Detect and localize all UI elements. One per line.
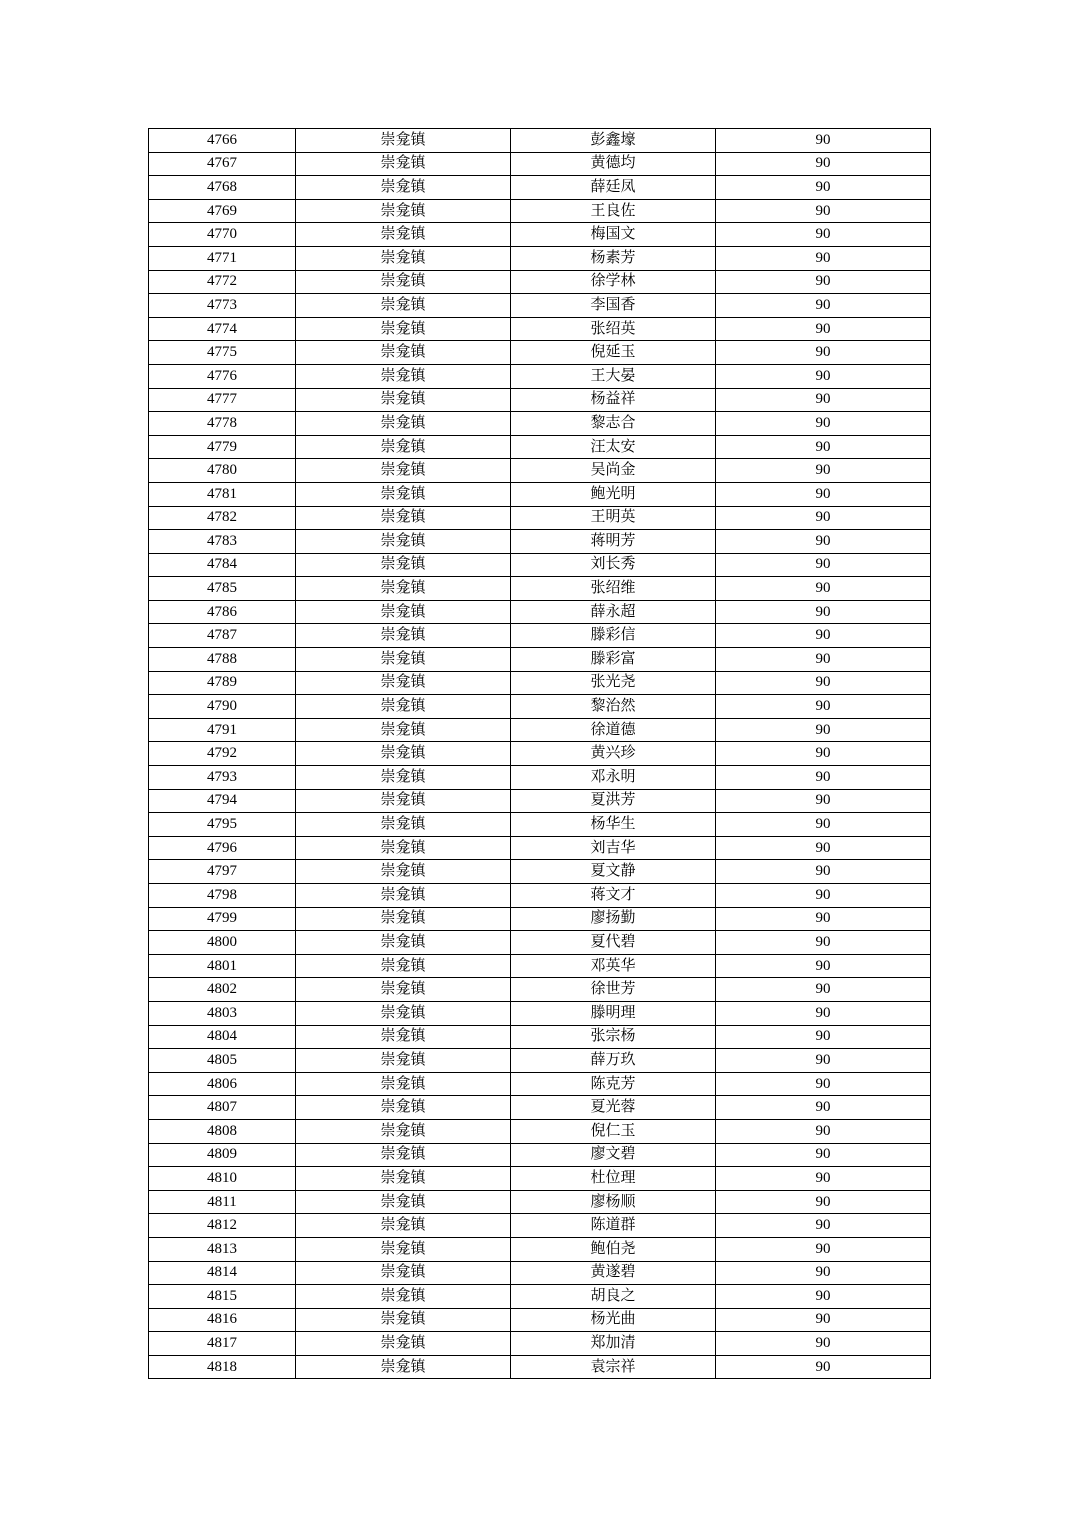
row-name: 黄德均 [511,152,716,176]
table-row [149,223,931,247]
row-name: 杨华生 [511,813,716,837]
row-score: 90 [716,459,931,483]
row-name: 汪太安 [511,435,716,459]
row-score: 90 [716,530,931,554]
row-number: 4800 [149,931,296,955]
row-number: 4798 [149,884,296,908]
row-town: 崇龛镇 [296,223,511,247]
row-town: 崇龛镇 [296,270,511,294]
table-row [149,435,931,459]
row-name: 王明英 [511,506,716,530]
row-score: 90 [716,648,931,672]
row-name: 鲍光明 [511,482,716,506]
table-row [149,1355,931,1379]
row-town: 崇龛镇 [296,1308,511,1332]
row-name: 倪仁玉 [511,1119,716,1143]
row-town: 崇龛镇 [296,199,511,223]
table-row [149,1025,931,1049]
row-score: 90 [716,1096,931,1120]
row-number: 4780 [149,459,296,483]
row-number: 4777 [149,388,296,412]
row-score: 90 [716,1143,931,1167]
row-name: 杨素芳 [511,246,716,270]
row-town: 崇龛镇 [296,577,511,601]
row-town: 崇龛镇 [296,364,511,388]
row-number: 4785 [149,577,296,601]
row-number: 4813 [149,1237,296,1261]
row-town: 崇龛镇 [296,553,511,577]
row-name: 袁宗祥 [511,1355,716,1379]
row-town: 崇龛镇 [296,1096,511,1120]
row-name: 夏洪芳 [511,789,716,813]
row-number: 4810 [149,1167,296,1191]
row-town: 崇龛镇 [296,1025,511,1049]
row-name: 邓永明 [511,766,716,790]
row-town: 崇龛镇 [296,1332,511,1356]
row-score: 90 [716,860,931,884]
row-name: 张绍英 [511,317,716,341]
row-score: 90 [716,1261,931,1285]
row-number: 4791 [149,718,296,742]
row-town: 崇龛镇 [296,671,511,695]
row-town: 崇龛镇 [296,341,511,365]
row-number: 4797 [149,860,296,884]
row-score: 90 [716,1049,931,1073]
row-score: 90 [716,341,931,365]
row-number: 4802 [149,978,296,1002]
row-score: 90 [716,435,931,459]
table-row [149,907,931,931]
row-number: 4770 [149,223,296,247]
row-number: 4789 [149,671,296,695]
row-score: 90 [716,718,931,742]
table-row [149,1237,931,1261]
row-score: 90 [716,954,931,978]
row-town: 崇龛镇 [296,742,511,766]
row-town: 崇龛镇 [296,1119,511,1143]
table-row [149,1190,931,1214]
row-name: 李国香 [511,294,716,318]
row-name: 陈道群 [511,1214,716,1238]
row-name: 滕彩富 [511,648,716,672]
table-row [149,600,931,624]
row-name: 胡良之 [511,1285,716,1309]
row-name: 倪延玉 [511,341,716,365]
row-score: 90 [716,1237,931,1261]
row-score: 90 [716,884,931,908]
table-row [149,1072,931,1096]
row-town: 崇龛镇 [296,954,511,978]
row-name: 蒋明芳 [511,530,716,554]
table-row [149,742,931,766]
row-name: 杜位理 [511,1167,716,1191]
table-row [149,813,931,837]
row-score: 90 [716,1355,931,1379]
row-town: 崇龛镇 [296,482,511,506]
row-name: 滕彩信 [511,624,716,648]
row-number: 4792 [149,742,296,766]
row-town: 崇龛镇 [296,1072,511,1096]
table-row [149,270,931,294]
row-name: 黄遂碧 [511,1261,716,1285]
row-town: 崇龛镇 [296,931,511,955]
table-row [149,1285,931,1309]
table-row [149,364,931,388]
table-row [149,1096,931,1120]
row-name: 徐学林 [511,270,716,294]
row-score: 90 [716,789,931,813]
row-town: 崇龛镇 [296,836,511,860]
row-name: 邓英华 [511,954,716,978]
row-name: 薛廷凤 [511,176,716,200]
row-name: 滕明理 [511,1001,716,1025]
row-town: 崇龛镇 [296,152,511,176]
row-score: 90 [716,364,931,388]
row-name: 刘长秀 [511,553,716,577]
row-name: 夏文静 [511,860,716,884]
row-score: 90 [716,1167,931,1191]
row-number: 4805 [149,1049,296,1073]
row-town: 崇龛镇 [296,1285,511,1309]
row-town: 崇龛镇 [296,1143,511,1167]
row-number: 4808 [149,1119,296,1143]
row-town: 崇龛镇 [296,813,511,837]
table-row [149,954,931,978]
row-number: 4793 [149,766,296,790]
table-row [149,978,931,1002]
row-number: 4818 [149,1355,296,1379]
row-name: 王良佐 [511,199,716,223]
table-row [149,459,931,483]
row-town: 崇龛镇 [296,860,511,884]
row-score: 90 [716,199,931,223]
row-number: 4776 [149,364,296,388]
row-name: 鲍伯尧 [511,1237,716,1261]
table-row [149,246,931,270]
table-row [149,860,931,884]
row-score: 90 [716,766,931,790]
table-row [149,152,931,176]
row-town: 崇龛镇 [296,176,511,200]
table-row [149,766,931,790]
row-score: 90 [716,1190,931,1214]
table-row [149,931,931,955]
row-town: 崇龛镇 [296,695,511,719]
table-row [149,577,931,601]
row-score: 90 [716,1025,931,1049]
row-name: 薛永超 [511,600,716,624]
row-name: 蒋文才 [511,884,716,908]
row-score: 90 [716,223,931,247]
score-table [148,128,931,1379]
row-score: 90 [716,1308,931,1332]
row-number: 4767 [149,152,296,176]
row-name: 黄兴珍 [511,742,716,766]
row-town: 崇龛镇 [296,435,511,459]
row-number: 4772 [149,270,296,294]
row-name: 刘吉华 [511,836,716,860]
row-town: 崇龛镇 [296,506,511,530]
row-number: 4779 [149,435,296,459]
row-score: 90 [716,1001,931,1025]
row-number: 4774 [149,317,296,341]
row-town: 崇龛镇 [296,530,511,554]
row-number: 4811 [149,1190,296,1214]
row-number: 4803 [149,1001,296,1025]
row-number: 4769 [149,199,296,223]
row-number: 4771 [149,246,296,270]
row-town: 崇龛镇 [296,1237,511,1261]
row-town: 崇龛镇 [296,648,511,672]
row-name: 张光尧 [511,671,716,695]
row-score: 90 [716,978,931,1002]
row-name: 薛万玖 [511,1049,716,1073]
row-town: 崇龛镇 [296,388,511,412]
row-number: 4790 [149,695,296,719]
row-score: 90 [716,1214,931,1238]
row-name: 廖扬勤 [511,907,716,931]
row-town: 崇龛镇 [296,1001,511,1025]
table-row [149,1308,931,1332]
row-score: 90 [716,388,931,412]
row-number: 4796 [149,836,296,860]
row-number: 4786 [149,600,296,624]
row-score: 90 [716,1072,931,1096]
row-name: 陈克芳 [511,1072,716,1096]
row-town: 崇龛镇 [296,907,511,931]
row-town: 崇龛镇 [296,294,511,318]
row-score: 90 [716,813,931,837]
row-number: 4814 [149,1261,296,1285]
row-score: 90 [716,317,931,341]
row-score: 90 [716,294,931,318]
table-row [149,836,931,860]
row-town: 崇龛镇 [296,1049,511,1073]
row-number: 4775 [149,341,296,365]
table-row [149,388,931,412]
table-row [149,1332,931,1356]
row-name: 郑加清 [511,1332,716,1356]
table-row [149,1049,931,1073]
row-town: 崇龛镇 [296,1190,511,1214]
row-number: 4787 [149,624,296,648]
row-name: 廖文碧 [511,1143,716,1167]
row-number: 4766 [149,129,296,153]
table-row [149,129,931,153]
table-row [149,1143,931,1167]
row-score: 90 [716,553,931,577]
table-row [149,718,931,742]
row-town: 崇龛镇 [296,978,511,1002]
row-score: 90 [716,671,931,695]
row-number: 4809 [149,1143,296,1167]
row-number: 4799 [149,907,296,931]
table-row [149,1001,931,1025]
row-number: 4788 [149,648,296,672]
table-row [149,1119,931,1143]
row-score: 90 [716,246,931,270]
table-row [149,176,931,200]
row-name: 夏代碧 [511,931,716,955]
row-number: 4773 [149,294,296,318]
table-row [149,506,931,530]
row-score: 90 [716,836,931,860]
row-number: 4807 [149,1096,296,1120]
row-number: 4794 [149,789,296,813]
table-row [149,789,931,813]
row-number: 4806 [149,1072,296,1096]
row-number: 4778 [149,412,296,436]
row-number: 4812 [149,1214,296,1238]
row-score: 90 [716,1119,931,1143]
row-town: 崇龛镇 [296,412,511,436]
row-town: 崇龛镇 [296,129,511,153]
table-row [149,624,931,648]
row-name: 夏光蓉 [511,1096,716,1120]
row-score: 90 [716,624,931,648]
row-name: 彭鑫壕 [511,129,716,153]
table-row [149,884,931,908]
table-row [149,671,931,695]
row-name: 徐道德 [511,718,716,742]
row-town: 崇龛镇 [296,718,511,742]
row-score: 90 [716,1332,931,1356]
row-town: 崇龛镇 [296,884,511,908]
table-row [149,412,931,436]
table-row [149,199,931,223]
table-row [149,317,931,341]
row-name: 梅国文 [511,223,716,247]
table-row [149,341,931,365]
table-row [149,553,931,577]
row-number: 4782 [149,506,296,530]
table-row [149,482,931,506]
row-town: 崇龛镇 [296,1214,511,1238]
row-town: 崇龛镇 [296,1355,511,1379]
row-number: 4783 [149,530,296,554]
row-score: 90 [716,412,931,436]
row-town: 崇龛镇 [296,600,511,624]
table-row [149,1214,931,1238]
row-name: 徐世芳 [511,978,716,1002]
row-score: 90 [716,270,931,294]
row-number: 4804 [149,1025,296,1049]
row-town: 崇龛镇 [296,459,511,483]
row-score: 90 [716,695,931,719]
row-number: 4781 [149,482,296,506]
row-score: 90 [716,152,931,176]
row-name: 廖杨顺 [511,1190,716,1214]
row-number: 4817 [149,1332,296,1356]
table-row [149,648,931,672]
row-number: 4795 [149,813,296,837]
row-number: 4784 [149,553,296,577]
row-score: 90 [716,482,931,506]
row-town: 崇龛镇 [296,317,511,341]
score-table-body [149,129,931,1379]
row-name: 杨光曲 [511,1308,716,1332]
row-score: 90 [716,1285,931,1309]
table-row [149,294,931,318]
row-score: 90 [716,931,931,955]
row-score: 90 [716,600,931,624]
row-score: 90 [716,742,931,766]
row-number: 4801 [149,954,296,978]
row-number: 4816 [149,1308,296,1332]
row-town: 崇龛镇 [296,1261,511,1285]
row-score: 90 [716,907,931,931]
row-town: 崇龛镇 [296,1167,511,1191]
table-row [149,1167,931,1191]
row-town: 崇龛镇 [296,624,511,648]
row-score: 90 [716,129,931,153]
row-name: 张宗杨 [511,1025,716,1049]
table-row [149,695,931,719]
row-name: 杨益祥 [511,388,716,412]
row-score: 90 [716,506,931,530]
row-score: 90 [716,176,931,200]
table-row [149,1261,931,1285]
table-row [149,530,931,554]
row-score: 90 [716,577,931,601]
row-name: 黎志合 [511,412,716,436]
row-town: 崇龛镇 [296,766,511,790]
row-town: 崇龛镇 [296,246,511,270]
row-number: 4768 [149,176,296,200]
row-name: 吴尚金 [511,459,716,483]
row-name: 黎治然 [511,695,716,719]
row-name: 张绍维 [511,577,716,601]
row-town: 崇龛镇 [296,789,511,813]
row-number: 4815 [149,1285,296,1309]
row-name: 王大晏 [511,364,716,388]
